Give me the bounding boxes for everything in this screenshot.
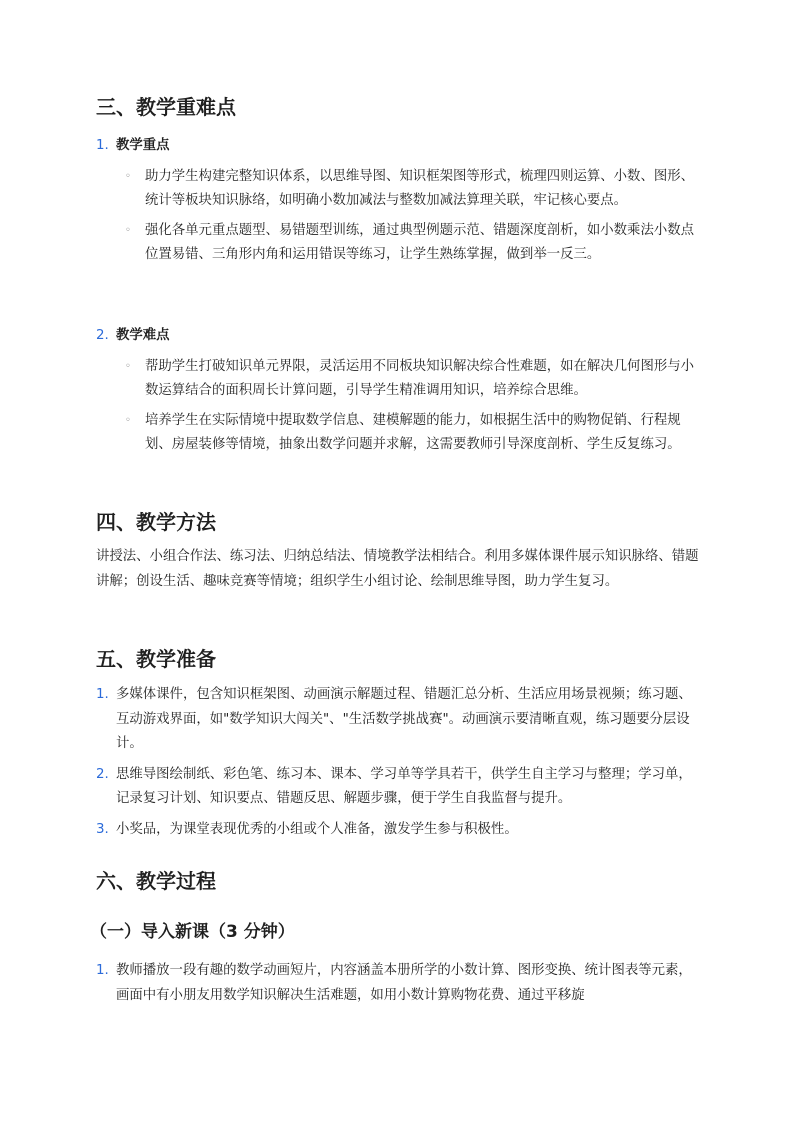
bullet-icon: ◦ [125,414,131,426]
list-item [96,355,696,404]
item-label: 教学重点 [116,138,170,153]
bullet-text: 帮助学生打破知识单元界限，灵活运用不同板块知识解决综合性难题，如在解决几何图形与小数运算结合的面积周长计算问题，引导学生精准调用知识，培养综合思维。 [145,358,695,398]
section-heading-4: 四、教学方法 [96,510,216,534]
bullet-text: 强化各单元重点题型、易错题型训练，通过典型例题示范、错题深度剖析，如小数乘法小数点位置易错、三角形内角和运用错误等练习，让学生熟练掌握，做到举一反三。 [145,222,695,262]
list-number: 2. [96,328,109,343]
list-item [96,324,696,458]
item-label: 教学难点 [116,328,170,343]
item-text: 思维导图绘制纸、彩色笔、练习本、课本、学习单等学具若干，供学生自主学习与整理；学习单，记录复习计划、知识要点、错题反思、解题步骤，便于学生自我监督与提升。 [116,766,692,806]
bullet-text: 助力学生构建完整知识体系，以思维导图、知识框架图等形式，梳理四则运算、小数、图形、统计等板块知识脉络，如明确小数加减法与整数加减法算理关联，牢记核心要点。 [145,168,695,208]
list-item [96,409,696,458]
s5-list [96,683,700,842]
item-text: 教师播放一段有趣的数学动画短片，内容涵盖本册所学的小数计算、图形变换、统计图表等元素，画面中有小朋友用数学知识解决生活难题，如用小数计算购物花费、通过平移旋 [116,963,692,1003]
list-item [96,165,696,214]
s6-list [96,959,700,1008]
bullet-list [116,165,696,268]
bullet-icon: ◦ [125,170,131,182]
bullet-icon: ◦ [125,360,131,372]
bullet-list [116,355,696,458]
list-number: 3. [96,821,109,837]
s3-list-2 [96,324,696,458]
list-number: 1. [96,963,109,978]
subsection-heading: （一）导入新课（3 分钟） [90,922,295,942]
section-heading-3: 三、教学重难点 [96,95,236,119]
item-text: 小奖品，为课堂表现优秀的小组或个人准备，激发学生参与积极性。 [116,821,518,837]
bullet-text: 培养学生在实际情境中提取数学信息、建模解题的能力，如根据生活中的购物促销、行程规划、房屋装修等情境，抽象出数学问题并求解，这需要教师引导深度剖析、学生反复练习。 [145,412,681,452]
list-item [96,134,696,268]
list-item [96,219,696,268]
list-item [96,818,700,843]
list-item [96,683,700,757]
item-text: 多媒体课件，包含知识框架图、动画演示解题过程、错题汇总分析、生活应用场景视频；练习题、互动游戏界面，如"数学知识大闯关"、"生活数学挑战赛"。动画演示要清晰直观，练习题要分层设计。 [116,687,692,751]
s3-list [96,134,696,268]
section-heading-6: 六、教学过程 [96,869,216,893]
list-item [96,763,700,812]
list-number: 1. [96,687,109,702]
s4-paragraph: 讲授法、小组合作法、练习法、归纳总结法、情境教学法相结合。利用多媒体课件展示知识脉络、错题讲解；创设生活、趣味竞赛等情境；组织学生小组讨论、绘制思维导图，助力学生复习。 [96,549,699,589]
section-heading-5: 五、教学准备 [96,647,216,671]
list-item [96,959,700,1008]
list-number: 1. [96,138,109,153]
list-number: 2. [96,766,109,782]
bullet-icon: ◦ [125,224,131,236]
